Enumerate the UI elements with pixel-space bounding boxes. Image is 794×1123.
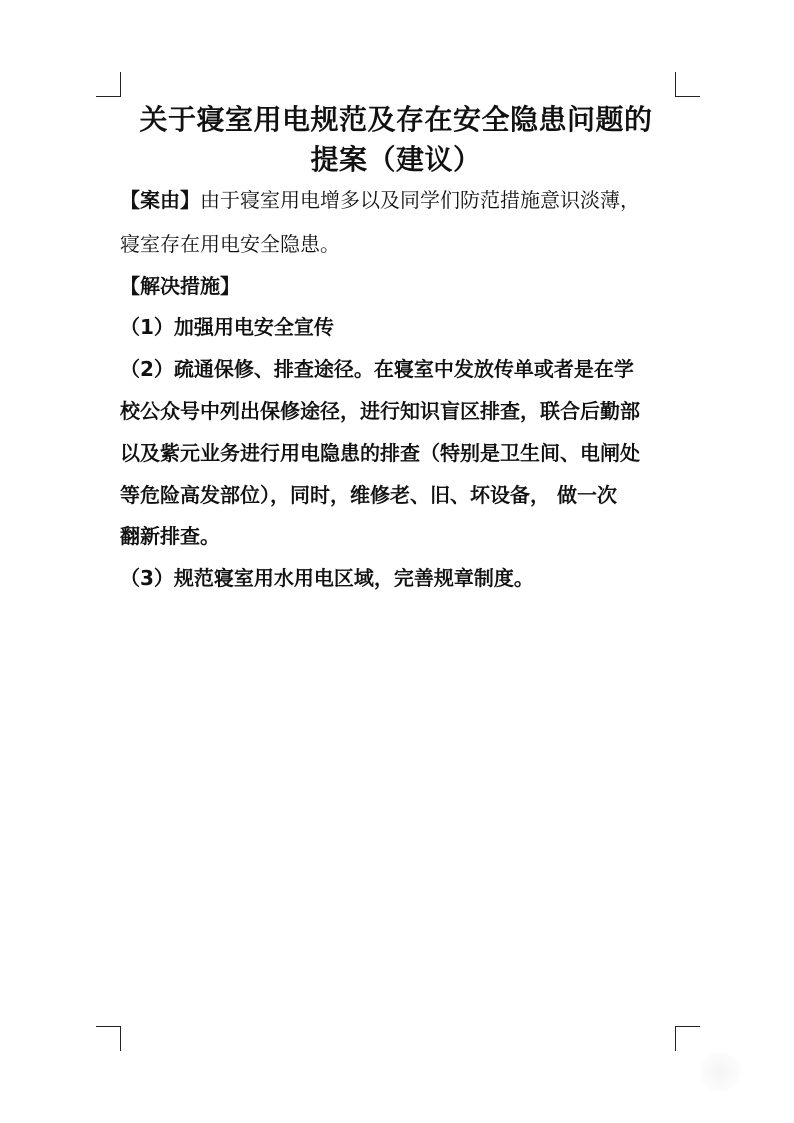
- crop-mark-top-left: [96, 72, 121, 97]
- measure-item-2-line5: 翻新排查。: [120, 524, 220, 548]
- measure-item-3: （3）规范寝室用水用电区域，完善规章制度。: [120, 566, 534, 590]
- measure-item-2-line1: （2）疏通保修、排查途径。在寝室中发放传单或者是在学: [120, 357, 634, 381]
- crop-mark-top-right: [675, 72, 700, 97]
- document-title-line2: 提案（建议）: [310, 143, 482, 176]
- measure-item-2-line3: 以及紫元业务进行用电隐患的排查（特别是卫生间、电闸处: [120, 441, 640, 465]
- measures-heading: 【解决措施】: [120, 274, 240, 298]
- document-title-line1: 关于寝室用电规范及存在安全隐患问题的: [139, 103, 653, 136]
- case-text-line1: 由于寝室用电增多以及同学们防范措施意识淡薄，: [200, 188, 640, 212]
- case-label: 【案由】: [120, 188, 200, 212]
- measure-item-1: （1）加强用电安全宣传: [120, 315, 334, 339]
- case-paragraph-line1: [120, 187, 680, 213]
- crop-mark-bottom-right: [675, 1026, 700, 1051]
- case-text-line2: 寝室存在用电安全隐患。: [120, 232, 340, 256]
- watermark-icon: [700, 1052, 740, 1092]
- measure-item-2-line2: 校公众号中列出保修途径，进行知识盲区排查，联合后勤部: [120, 399, 640, 423]
- crop-mark-bottom-left: [96, 1026, 121, 1051]
- measure-item-2-line4: 等危险高发部位），同时，维修老、旧、坏设备， 做一次: [120, 483, 617, 507]
